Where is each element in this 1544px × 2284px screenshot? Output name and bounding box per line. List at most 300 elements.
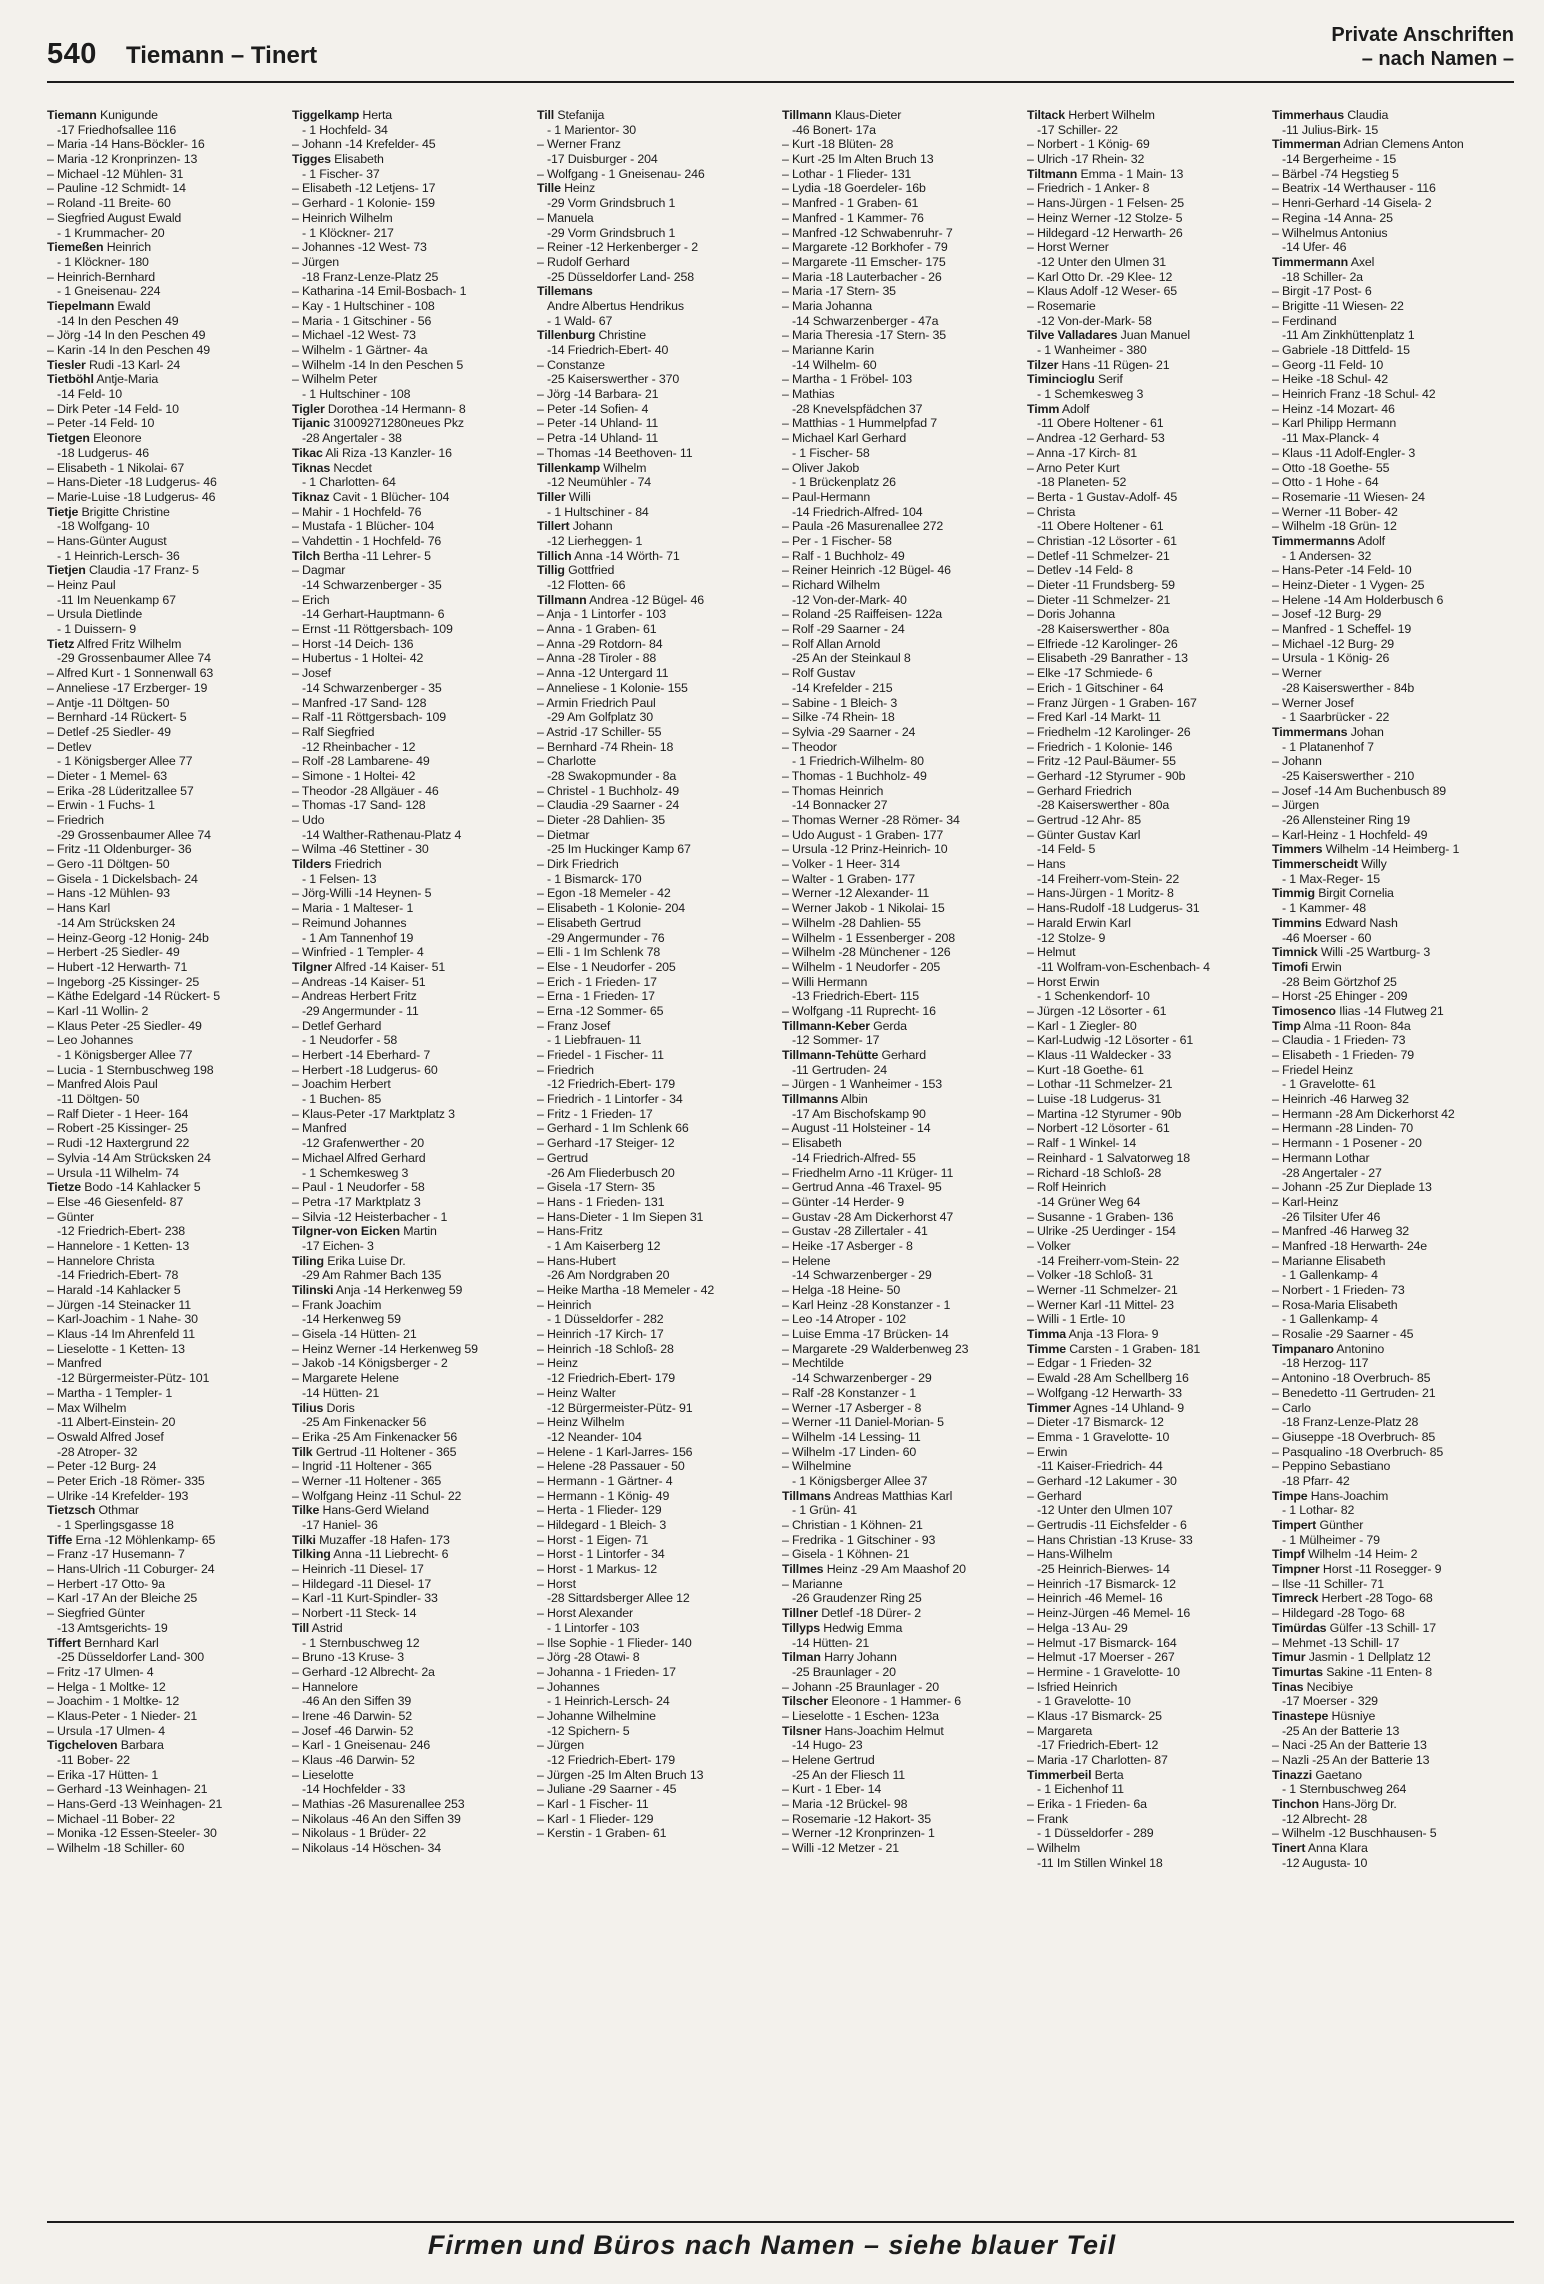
- directory-entry: [1027, 1254, 1265, 1269]
- directory-entry: [292, 1092, 530, 1107]
- directory-entry: [292, 328, 530, 343]
- entry-text: - 1 Sternbuschweg 12: [302, 1635, 420, 1650]
- directory-entry: [782, 1826, 1020, 1841]
- entry-text: Erika Luise Dr.: [323, 1253, 406, 1268]
- directory-entry: [292, 1327, 530, 1342]
- entry-text: – Mehmet -13 Schill- 17: [1272, 1635, 1400, 1650]
- entry-text: – Rudolf Gerhard: [537, 254, 630, 269]
- directory-entry-head: [47, 372, 285, 387]
- directory-entry-head: [292, 1283, 530, 1298]
- entry-text: – Helene -28 Passauer - 50: [537, 1459, 685, 1474]
- directory-entry: [47, 842, 285, 857]
- entry-text: -14 Feld- 10: [57, 387, 123, 402]
- entry-text: -12 Bürgermeister-Pütz- 91: [547, 1400, 693, 1415]
- directory-entry: [537, 651, 775, 666]
- directory-entry: [537, 431, 775, 446]
- surname: Tiemann: [47, 108, 97, 122]
- entry-text: – Mustafa - 1 Blücher- 104: [292, 519, 435, 534]
- entry-text: – Johann -14 Krefelder- 45: [292, 137, 436, 152]
- entry-text: – Johann -25 Zur Dieplade 13: [1272, 1180, 1432, 1195]
- directory-entry: [537, 1621, 775, 1636]
- directory-entry: [292, 872, 530, 887]
- surname: Tilinski: [292, 1283, 334, 1297]
- entry-text: – Dirk Friedrich: [537, 857, 619, 872]
- entry-text: -11 Obere Holtener - 61: [1037, 519, 1164, 534]
- directory-entry: [782, 402, 1020, 417]
- entry-text: – Rolf -29 Saarner - 24: [782, 622, 905, 637]
- directory-entry: [47, 1063, 285, 1078]
- directory-entry: [782, 1768, 1020, 1783]
- entry-text: – Christian -12 Lösorter - 61: [1027, 533, 1177, 548]
- entry-text: -25 An der Batterie 13: [1282, 1723, 1400, 1738]
- entry-text: - 1 Kammer- 48: [1282, 901, 1366, 916]
- entry-text: – Emma - 1 Gravelotte- 10: [1027, 1429, 1170, 1444]
- entry-text: Herbert -28 Togo- 68: [1318, 1591, 1433, 1606]
- entry-text: – Wilhelm -18 Grün- 12: [1272, 519, 1397, 534]
- entry-text: – Michael -12 Mühlen- 31: [47, 166, 184, 181]
- directory-column-1: [47, 108, 285, 2203]
- directory-entry: [1272, 593, 1510, 608]
- entry-text: – Friedel - 1 Fischer- 11: [537, 1048, 664, 1062]
- directory-entry: [537, 710, 775, 725]
- directory-entry: [782, 901, 1020, 916]
- directory-entry: [782, 593, 1020, 608]
- surname: Tillenkamp: [537, 460, 601, 475]
- directory-entry: [1027, 1753, 1265, 1768]
- directory-entry: [537, 740, 775, 755]
- directory-entry: [1027, 1518, 1265, 1533]
- directory-entry: [292, 1694, 530, 1709]
- entry-text: – Ralf - 1 Winkel- 14: [1027, 1136, 1137, 1151]
- directory-entry: [1272, 1180, 1510, 1195]
- entry-text: – Willi Hermann: [782, 974, 868, 989]
- entry-text: – Lothar - 1 Flieder- 131: [782, 166, 912, 181]
- entry-text: Christine: [595, 328, 647, 343]
- entry-text: – Volker: [1027, 1238, 1071, 1253]
- entry-text: – Manfred - 1 Kammer- 76: [782, 210, 924, 225]
- surname: Tinazzi: [1272, 1767, 1313, 1782]
- entry-text: – Heinrich-Bernhard: [47, 269, 156, 284]
- entry-text: – Martha - 1 Templer- 1: [47, 1385, 173, 1400]
- directory-entry: [1272, 681, 1510, 696]
- entry-text: - 1 Am Kaiserberg 12: [547, 1238, 661, 1253]
- entry-text: – Willi -12 Metzer - 21: [782, 1841, 900, 1856]
- directory-entry: [782, 1312, 1020, 1327]
- directory-entry: [537, 1239, 775, 1254]
- entry-text: – Frank: [1027, 1811, 1068, 1826]
- entry-text: Bernhard Karl: [80, 1635, 159, 1650]
- directory-entry: [537, 1386, 775, 1401]
- directory-entry: [1027, 769, 1265, 784]
- directory-entry: [782, 1180, 1020, 1195]
- entry-text: – Charlotte: [537, 754, 596, 769]
- entry-text: – Detlev: [47, 739, 92, 754]
- entry-text: -13 Friedrich-Ebert- 115: [792, 989, 920, 1004]
- entry-text: Birgit Cornelia: [1314, 886, 1394, 901]
- directory-entry: [1027, 1591, 1265, 1606]
- entry-text: Muzaffer -18 Hafen- 173: [315, 1532, 450, 1547]
- entry-text: – Rolf Gustav: [782, 666, 856, 681]
- entry-text: -11 Döltgen- 50: [57, 1092, 140, 1107]
- entry-text: -26 Allensteiner Ring 19: [1282, 813, 1410, 827]
- entry-text: – Detlev -14 Feld- 8: [1027, 563, 1133, 578]
- directory-entry: [1027, 1239, 1265, 1254]
- directory-entry: [1272, 328, 1510, 343]
- entry-text: – Peppino Sebastiano: [1272, 1459, 1391, 1474]
- entry-text: Rudi -13 Karl- 24: [85, 357, 181, 372]
- entry-text: – Wilhelmus Antonius: [1272, 225, 1388, 240]
- directory-entry: [782, 1577, 1020, 1592]
- entry-text: – Johanna - 1 Frieden- 17: [537, 1664, 676, 1679]
- directory-entry: [537, 1048, 775, 1063]
- entry-text: – Friedhelm -12 Karolinger- 26: [1027, 724, 1191, 739]
- directory-entry: [47, 1812, 285, 1827]
- entry-text: – Friedrich - 1 Kolonie- 146: [1027, 739, 1173, 754]
- entry-text: – Karl-Heinz: [1272, 1194, 1339, 1209]
- directory-entry: [537, 152, 775, 167]
- entry-text: – Harald -14 Kahlacker 5: [47, 1283, 181, 1297]
- surname: Tijanic: [292, 416, 330, 431]
- directory-entry: [782, 1680, 1020, 1695]
- entry-text: – Friedrich: [537, 1062, 594, 1077]
- entry-text: – Elisabeth - 1 Kolonie- 204: [537, 901, 686, 916]
- directory-entry: [1027, 1826, 1265, 1841]
- entry-text: Heinz -29 Am Maashof 20: [823, 1562, 966, 1577]
- surname: Timmins: [1272, 915, 1322, 930]
- surname: Tillmann-Keber: [782, 1018, 870, 1033]
- entry-text: – Gertrud -12 Ahr- 85: [1027, 813, 1141, 827]
- directory-entry: [47, 1489, 285, 1504]
- directory-entry: [1272, 1371, 1510, 1386]
- entry-text: Claudia: [1343, 108, 1389, 122]
- entry-text: – Norbert - 1 Frieden- 73: [1272, 1283, 1405, 1297]
- directory-entry: [537, 343, 775, 358]
- entry-text: - 1 Felsen- 13: [302, 871, 377, 886]
- directory-entry: [47, 1151, 285, 1166]
- directory-entry: [292, 1591, 530, 1606]
- entry-text: – Nazli -25 An der Batterie 13: [1272, 1753, 1430, 1767]
- directory-entry-head: [292, 1503, 530, 1518]
- surname: Timmig: [1272, 886, 1315, 901]
- entry-text: – Michael Karl Gerhard: [782, 431, 907, 446]
- directory-entry: [782, 1533, 1020, 1548]
- entry-text: – Peter -14 Feld- 10: [47, 416, 155, 431]
- directory-entry-head: [1272, 857, 1510, 872]
- directory-entry: [1027, 181, 1265, 196]
- entry-text: – Heinrich -17 Kirch- 17: [537, 1327, 664, 1342]
- directory-entry: [537, 137, 775, 152]
- directory-entry: [47, 270, 285, 285]
- directory-entry: [537, 901, 775, 916]
- directory-entry: [1272, 1312, 1510, 1327]
- directory-entry: [47, 710, 285, 725]
- directory-entry: [47, 1019, 285, 1034]
- directory-entry-head: [1272, 108, 1510, 123]
- entry-text: – Martha - 1 Fröbel- 103: [782, 372, 913, 387]
- entry-text: – Heinrich Wilhelm: [292, 210, 393, 225]
- directory-entry: [47, 1459, 285, 1474]
- directory-entry: [537, 1180, 775, 1195]
- entry-text: -29 Angermunder - 76: [547, 930, 665, 945]
- entry-text: – Mathias -26 Masurenallee 253: [292, 1797, 465, 1812]
- directory-entry: [537, 1782, 775, 1797]
- entry-text: – Josef: [292, 666, 331, 681]
- entry-text: – Reiner Heinrich -12 Bügel- 46: [782, 563, 951, 578]
- entry-text: – Manfred -18 Herwarth- 24e: [1272, 1238, 1428, 1253]
- entry-text: Juan Manuel: [1117, 328, 1190, 343]
- directory-entry-head: [537, 181, 775, 196]
- surname: Timmers: [1272, 842, 1323, 857]
- directory-entry-head: [537, 284, 775, 299]
- directory-entry: [782, 1268, 1020, 1283]
- directory-entry: [782, 1474, 1020, 1489]
- entry-text: -28 Atroper- 32: [57, 1444, 138, 1459]
- entry-text: – Manfred - 1 Graben- 61: [782, 196, 919, 211]
- entry-text: – Ilse Sophie - 1 Flieder- 140: [537, 1635, 692, 1650]
- directory-entry: [1027, 123, 1265, 138]
- surname: Tilius: [292, 1400, 324, 1415]
- entry-text: – Manfred -46 Harweg 32: [1272, 1224, 1410, 1239]
- surname: Tietjen: [47, 563, 86, 578]
- directory-entry: [1272, 666, 1510, 681]
- entry-text: -17 Moerser - 329: [1282, 1694, 1378, 1709]
- entry-text: – Hildegard - 1 Bleich- 3: [537, 1518, 667, 1532]
- surname: Tiemeßen: [47, 240, 104, 255]
- directory-entry: [782, 123, 1020, 138]
- entry-text: – Kerstin - 1 Graben- 61: [537, 1826, 667, 1841]
- directory-entry: [1272, 1356, 1510, 1371]
- entry-text: – Gisela - 1 Köhnen- 21: [782, 1547, 910, 1562]
- directory-entry: [782, 1503, 1020, 1518]
- directory-entry-head: [292, 960, 530, 975]
- directory-entry: [537, 1797, 775, 1812]
- entry-text: Heinrich: [103, 240, 151, 255]
- entry-text: – Frank Joachim: [292, 1297, 382, 1312]
- directory-entry: [1272, 784, 1510, 799]
- directory-entry: [1027, 1004, 1265, 1019]
- entry-text: – Dieter - 1 Memel- 63: [47, 768, 167, 783]
- entry-text: – Maria -14 Hans-Böckler- 16: [47, 137, 205, 152]
- directory-entry: [1027, 1298, 1265, 1313]
- entry-text: – Elisabeth -29 Banrather - 13: [1027, 651, 1188, 666]
- directory-entry: [1027, 461, 1265, 476]
- directory-entry-head: [1272, 1650, 1510, 1665]
- directory-entry-head: [1027, 358, 1265, 373]
- directory-entry: [782, 1547, 1020, 1562]
- entry-text: -14 Bergerheime - 15: [1282, 152, 1397, 167]
- directory-entry-head: [782, 1694, 1020, 1709]
- entry-text: – Klaus Peter -25 Siedler- 49: [47, 1018, 202, 1033]
- directory-entry: [782, 651, 1020, 666]
- entry-text: -29 Vorm Grindsbruch 1: [547, 225, 676, 240]
- entry-text: Herta: [359, 108, 392, 122]
- directory-entry: [1272, 901, 1510, 916]
- directory-entry: [47, 1371, 285, 1386]
- entry-text: – Michael -12 Burg- 29: [1272, 636, 1395, 651]
- entry-text: – Gertrud: [537, 1150, 588, 1165]
- entry-text: – Siegfried Günter: [47, 1606, 145, 1621]
- surname: Tillner: [782, 1606, 818, 1621]
- directory-entry-head: [47, 1533, 285, 1548]
- entry-text: – Udo August - 1 Graben- 177: [782, 827, 944, 842]
- entry-text: – Heinrich -46 Memel- 16: [1027, 1591, 1163, 1606]
- directory-entry: [782, 549, 1020, 564]
- entry-text: Wilhelm -14 Heimberg- 1: [1322, 842, 1460, 857]
- entry-text: – Elisabeth - 1 Nikolai- 67: [47, 460, 185, 475]
- entry-text: -14 Friedrich-Alfred- 55: [792, 1150, 916, 1165]
- surname: Tigges: [292, 152, 331, 167]
- directory-entry: [782, 1121, 1020, 1136]
- surname: Tilzer: [1027, 357, 1059, 372]
- surname: Timmerhaus: [1272, 108, 1344, 122]
- directory-entry: [47, 1283, 285, 1298]
- entry-text: – Wolfgang -11 Ruprecht- 16: [782, 1003, 936, 1018]
- directory-entry: [47, 725, 285, 740]
- directory-entry-head: [1272, 1489, 1510, 1504]
- directory-entry: [292, 1136, 530, 1151]
- directory-entry: [782, 1812, 1020, 1827]
- entry-text: – Thomas Werner -28 Römer- 34: [782, 813, 960, 827]
- directory-entry: [537, 1606, 775, 1621]
- entry-text: – Hubertus - 1 Holtei- 42: [292, 651, 424, 666]
- entry-text: Kunigunde: [96, 108, 158, 122]
- directory-entry: [782, 343, 1020, 358]
- entry-text: Hans -11 Rügen- 21: [1058, 357, 1170, 372]
- entry-text: – Walter - 1 Graben- 177: [782, 871, 915, 886]
- entry-text: -12 Von-der-Mark- 40: [792, 592, 907, 607]
- surname: Tilgner-von Eicken: [292, 1224, 400, 1239]
- directory-entry-head: [1272, 886, 1510, 901]
- directory-entry: [1027, 1224, 1265, 1239]
- entry-text: -26 Am Fliederbusch 20: [547, 1165, 675, 1180]
- entry-text: - 1 Düsseldorfer - 282: [547, 1312, 664, 1327]
- entry-text: – Gerhard -12 Styrumer - 90b: [1027, 768, 1186, 783]
- entry-text: - 1 Max-Reger- 15: [1282, 871, 1380, 886]
- directory-entry: [537, 1459, 775, 1474]
- entry-text: – Christel - 1 Buchholz- 49: [537, 783, 679, 798]
- entry-text: – Ralf Siegfried: [292, 724, 375, 739]
- entry-text: – Reinhard - 1 Salvatorweg 18: [1027, 1150, 1191, 1165]
- directory-entry: [782, 181, 1020, 196]
- entry-text: – Petra -17 Marktplatz 3: [292, 1194, 421, 1209]
- entry-text: – Heinz-Dieter - 1 Vygen- 25: [1272, 578, 1425, 592]
- directory-entry: [1272, 1151, 1510, 1166]
- entry-text: – August -11 Holsteiner - 14: [782, 1121, 931, 1136]
- directory-entry-head: [1272, 945, 1510, 960]
- directory-entry: [292, 1474, 530, 1489]
- entry-text: – Elke -17 Schmiede- 6: [1027, 666, 1153, 681]
- entry-text: Othmar: [95, 1503, 139, 1518]
- directory-entry: [782, 1665, 1020, 1680]
- entry-text: – Giuseppe -18 Overbruch- 85: [1272, 1429, 1436, 1444]
- entry-text: -28 Angertaler - 38: [302, 431, 402, 446]
- entry-text: Jasmin - 1 Dellplatz 12: [1305, 1650, 1431, 1665]
- entry-text: – Rosemarie -11 Wiesen- 24: [1272, 489, 1425, 504]
- entry-text: – Rosemarie -12 Hakort- 35: [782, 1811, 931, 1826]
- directory-entry-head: [1272, 1591, 1510, 1606]
- directory-entry: [1272, 431, 1510, 446]
- entry-text: -14 Herkenweg 59: [302, 1312, 401, 1327]
- directory-entry: [1272, 754, 1510, 769]
- directory-entry: [292, 916, 530, 931]
- entry-text: – Karl -11 Kurt-Spindler- 33: [292, 1591, 438, 1606]
- directory-entry: [782, 475, 1020, 490]
- entry-text: - 1 Gallenkamp- 4: [1282, 1312, 1378, 1327]
- directory-entry: [537, 1033, 775, 1048]
- entry-text: -14 Freiherr-vom-Stein- 22: [1037, 1253, 1180, 1268]
- directory-entry: [1027, 1180, 1265, 1195]
- entry-text: Herbert Wilhelm: [1064, 108, 1155, 122]
- directory-entry: [1272, 1826, 1510, 1841]
- directory-entry: [1027, 1489, 1265, 1504]
- entry-text: – Hubert -12 Herwarth- 71: [47, 959, 188, 974]
- surname: Tillmanns: [782, 1092, 839, 1107]
- directory-entry: [292, 1298, 530, 1313]
- entry-text: – Hermann - 1 Posener - 20: [1272, 1136, 1422, 1151]
- entry-text: – Johannes: [537, 1679, 600, 1694]
- directory-entry: [1027, 1680, 1265, 1695]
- header-divider: [47, 81, 1514, 83]
- entry-text: – Wilhelm -12 Buschhausen- 5: [1272, 1826, 1437, 1841]
- directory-entry-head: [1027, 328, 1265, 343]
- surname: Timpf: [1272, 1547, 1305, 1562]
- entry-text: - 1 Königsberger Allee 37: [792, 1473, 928, 1488]
- entry-text: -14 Friedrich-Alfred- 104: [792, 504, 923, 519]
- entry-text: Carsten - 1 Graben- 181: [1065, 1341, 1201, 1356]
- directory-entry: [1027, 1738, 1265, 1753]
- surname: Timp: [1272, 1018, 1301, 1033]
- directory-entry: [292, 431, 530, 446]
- entry-text: – Manuela: [537, 210, 594, 225]
- directory-entry: [1027, 1841, 1265, 1856]
- directory-entry: [1027, 1797, 1265, 1812]
- directory-entry: [1027, 1210, 1265, 1225]
- directory-entry: [782, 1195, 1020, 1210]
- directory-entry: [782, 960, 1020, 975]
- directory-entry: [1027, 226, 1265, 241]
- entry-text: – Elisabeth -12 Letjens- 17: [292, 181, 436, 196]
- directory-entry: [1027, 578, 1265, 593]
- directory-entry: [292, 842, 530, 857]
- directory-entry: [47, 651, 285, 666]
- entry-text: -17 Eichen- 3: [302, 1238, 374, 1253]
- directory-entry: [1027, 1782, 1265, 1797]
- surname: Timurtas: [1272, 1664, 1323, 1679]
- directory-entry: [47, 1577, 285, 1592]
- directory-entry: [537, 1004, 775, 1019]
- directory-entry: [782, 490, 1020, 505]
- entry-text: – Ferdinand: [1272, 313, 1337, 328]
- entry-text: – Naci -25 An der Batterie 13: [1272, 1738, 1427, 1753]
- directory-entry: [47, 1797, 285, 1812]
- entry-text: Bodo -14 Kahlacker 5: [81, 1180, 201, 1195]
- directory-entry-head: [47, 108, 285, 123]
- directory-entry-head: [782, 1562, 1020, 1577]
- directory-entry-head: [1272, 137, 1510, 152]
- directory-entry: [47, 123, 285, 138]
- entry-text: – Paul-Hermann: [782, 489, 871, 504]
- directory-entry: [1272, 622, 1510, 637]
- entry-text: – Marie-Luise -18 Ludgerus- 46: [47, 489, 216, 504]
- surname: Timur: [1272, 1650, 1306, 1665]
- directory-entry: [537, 358, 775, 373]
- directory-entry: [537, 1254, 775, 1269]
- entry-text: – Andreas Herbert Fritz: [292, 989, 417, 1004]
- directory-entry: [292, 1415, 530, 1430]
- entry-text: – Maria -12 Kronprinzen- 13: [47, 152, 198, 167]
- entry-text: Wilhelm: [600, 460, 647, 475]
- entry-text: Hüsniye: [1328, 1708, 1376, 1723]
